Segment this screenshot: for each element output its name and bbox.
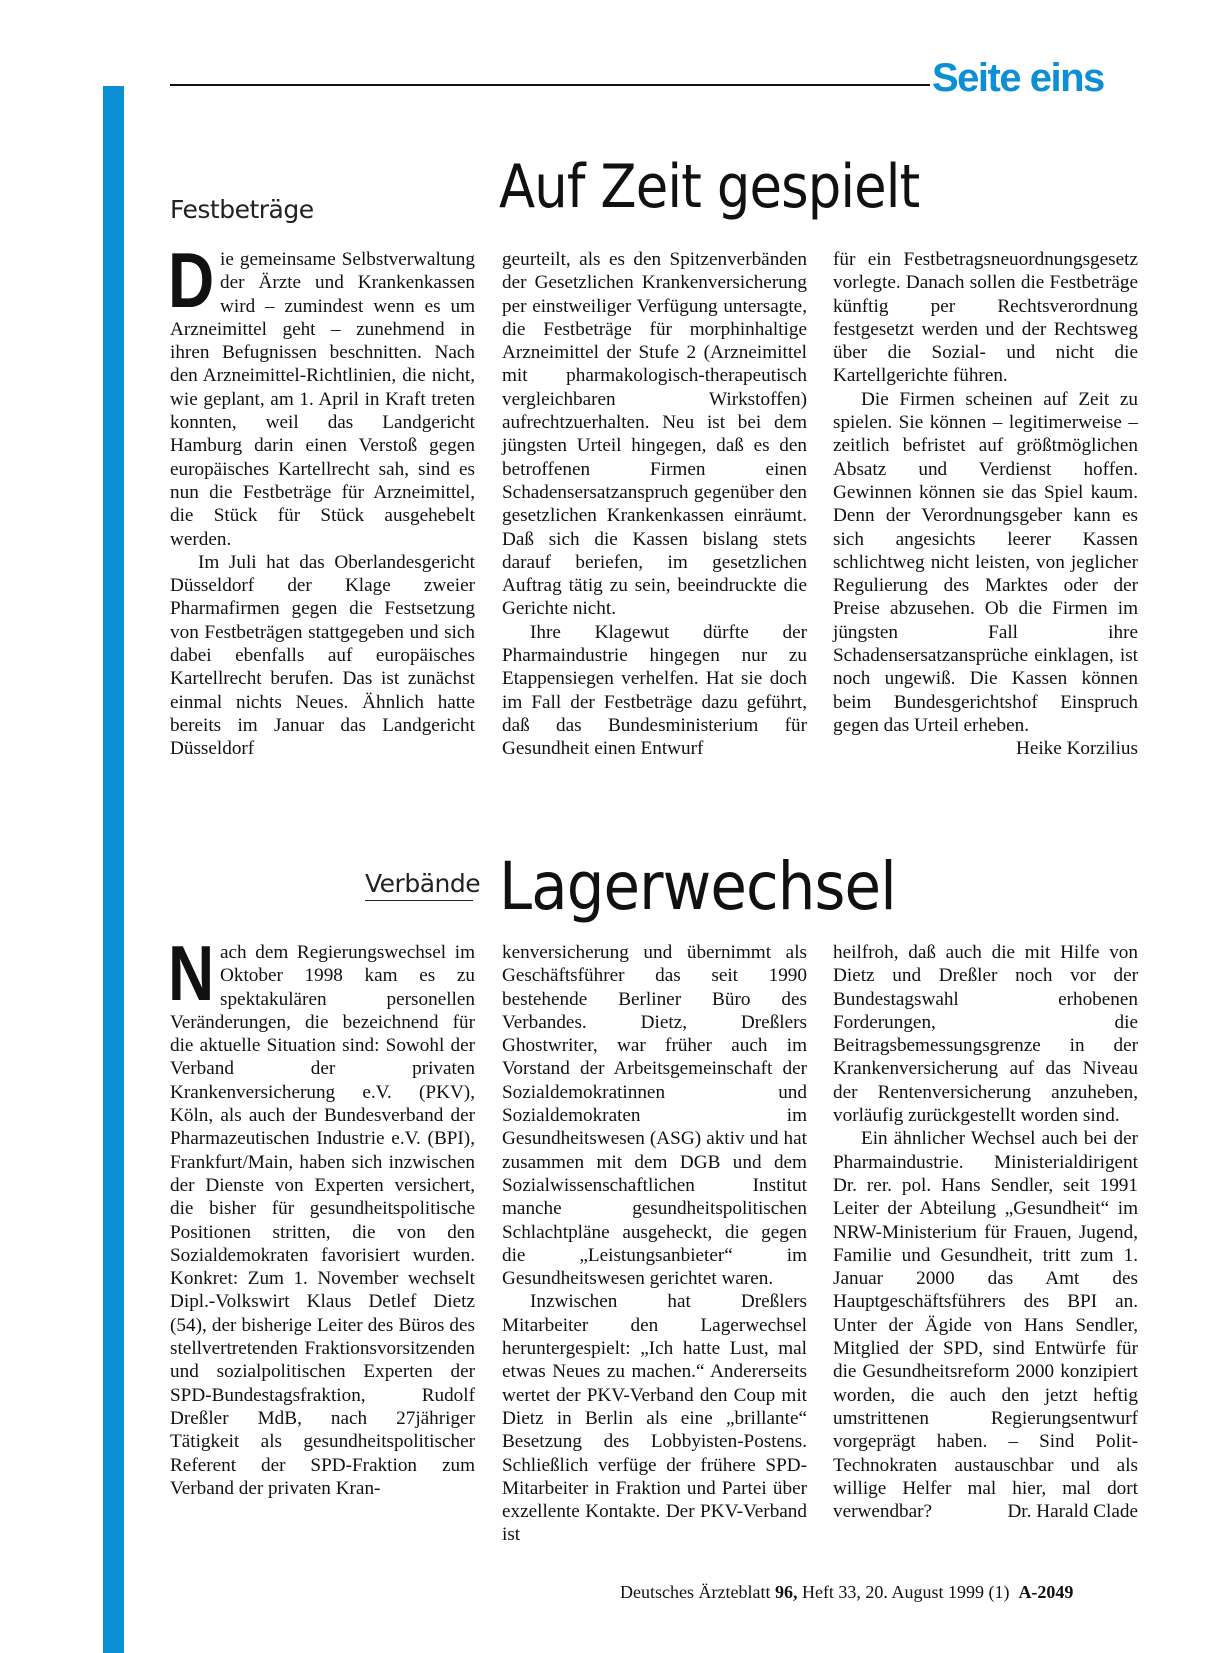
accent-bar bbox=[103, 86, 124, 1653]
article1-author: Heike Korzilius bbox=[1015, 738, 1138, 760]
article2-column-2 bbox=[502, 941, 807, 1547]
article1-column-1 bbox=[168, 236, 475, 761]
article2-paragraph: kenversicherung und übernimmt als Geschäftsführer das seit 1990 bestehende Berliner Büro des Verbandes. Dietz, Dreßlers Ghostwriter, war früher auch im Vorstand der Arbeitsgemeinschaft der Sozialdemokratinnen und Sozialdemokraten im Gesundheitswesen (ASG) aktiv und hat zusammen mit dem DGB und dem Sozialwissenschaftlichen Institut manche gesundheitspolitischen Schlachtpläne ausgeheckt, die gegen die „Leistungsanbieter“ im Gesundheitswesen gerichtet waren. bbox=[502, 942, 807, 1290]
article1-dropcap: D bbox=[168, 236, 215, 324]
article1-column-3 bbox=[833, 248, 1138, 761]
article2-paragraph bbox=[168, 929, 475, 1500]
article2-headline: Lagerwechsel bbox=[499, 848, 896, 925]
article2-paragraph-text: Ein ähnlicher Wechsel auch bei der Pharmaindustrie. Ministerialdirigent Dr. rer. pol. Hans Sendler, seit 1991 Leiter der Abteilung „Gesundheit“ im NRW-Ministerium für Frauen, Jugend, Familie und Gesundheit, tritt zum 1. Januar 2000 das Amt des Hauptgeschäftsführers des BPI an. Unter der Ägide von Hans Sendler, Mitglied der SPD, sind Entwürfe für die Gesundheitsreform 2000 konzipiert worden, die auch den jetzt heftig umstrittenen Regierungsentwurf vorgeprägt haben. – Sind Polit-Technokraten austauschbar und als willige Helfer mal hier, mal dort verwendbar? bbox=[833, 1128, 1138, 1523]
article2-paragraph bbox=[833, 1127, 1138, 1523]
article1-paragraph bbox=[168, 236, 475, 551]
article1-kicker: Festbeträge bbox=[170, 195, 314, 224]
footer-volume: 96, bbox=[774, 1582, 798, 1602]
header-rule bbox=[170, 84, 930, 86]
article2-author: Dr. Harald Clade bbox=[1007, 1501, 1138, 1523]
article2-paragraph: Inzwischen hat Dreßlers Mitarbeiter den Lagerwechsel heruntergespielt: „Ich hatte Lust, mal etwas Neues zu machen.“ Andererseits wertet der PKV-Verband den Coup mit Dietz in Berlin als eine „brillante“ Besetzung des Lobbyisten-Postens. Schließlich verfüge der frühere SPD-Mitarbeiter in Fraktion und Partei über exzellente Kontakte. Der PKV-Verband ist bbox=[502, 1291, 807, 1546]
footer-issue: Heft 33, 20. August 1999 (1) bbox=[801, 1582, 1010, 1602]
article1-paragraph: für ein Festbetragsneuordnungsgesetz vorlegte. Danach sollen die Festbeträge künftig per Rechtsverordnung festgesetzt werden und der Rechtsweg über die Sozial- und nicht die Kartellgerichte führen. bbox=[833, 249, 1138, 387]
article1-paragraph: Ihre Klagewut dürfte der Pharmaindustrie hingegen nur zu Etappensiegen verhelfen. Hat sie doch im Fall der Festbeträge dazu geführt, daß das Bundesministerium für Gesundheit einen Entwurf bbox=[502, 621, 807, 760]
footer-page-number: A-2049 bbox=[1018, 1582, 1074, 1602]
article1-paragraph bbox=[833, 388, 1138, 760]
article1-column-2 bbox=[502, 248, 807, 761]
article2-kicker: Verbände bbox=[365, 869, 473, 901]
article1-paragraph-text: Die Firmen scheinen auf Zeit zu spielen. Sie können – legitimerweise – zeitlich befristet auf größtmöglichen Absatz und Verdienst hoffen. Gewinnen können sie das Spiel kaum. Denn der Verordnungsgeber kann es sich angesichts leerer Kassen schlichtweg nicht leisten, von jeglicher Regulierung des Marktes oder der Preise abzusehen. Ob die Firmen im jüngsten Fall ihre Schadensersatzansprüche einklagen, ist noch ungewiß. Die Kassen können beim Bundesgerichtshof Einspruch gegen das Urteil erheben. bbox=[833, 388, 1138, 736]
article1-headline: Auf Zeit gespielt bbox=[499, 152, 920, 222]
article1-paragraph-text: ie gemeinsame Selbstverwaltung der Ärzte und Krankenkassen wird – zumindest wenn es um Arzneimittel geht – zunehmend in ihren Befugnissen beschnitten. Nach den Arzneimittel-Richtlinien, die nicht, wie geplant, am 1. April in Kraft treten konnten, weil das Landgericht Hamburg darin einen Verstoß gegen europäisches Kartellrecht sah, sind es nun die Festbeträge für Arzneimittel, die Stück für Stück ausgehebelt werden. bbox=[170, 249, 475, 550]
article2-column-1 bbox=[168, 929, 475, 1500]
article1-paragraph: geurteilt, als es den Spitzenverbänden der Gesetzlichen Krankenversicherung per einstweiliger Verfügung untersagte, die Festbeträge für morphinhaltige Arzneimittel der Stufe 2 (Arzneimittel mit pharmakologisch-therapeutisch vergleichbaren Wirkstoffen) aufrechtzuerhalten. Neu ist bei dem jüngsten Urteil hingegen, daß es den betroffenen Firmen einen Schadensersatzanspruch gegenüber den gesetzlichen Krankenkassen einräumt. Daß sich die Kassen bislang stets darauf beriefen, im gesetzlichen Auftrag tätig zu sein, beeindruckte die Gerichte nicht. bbox=[502, 249, 807, 620]
article2-paragraph: heilfroh, daß auch die mit Hilfe von Dietz und Dreßler noch vor der Bundestagswahl erhobenen Forderungen, die Beitragsbemessungsgrenze in der Krankenversicherung auf das Niveau der Rentenversicherung anzuheben, vorläufig zurückgestellt worden sind. bbox=[833, 942, 1138, 1127]
article2-dropcap: N bbox=[168, 929, 215, 1017]
article2-column-3 bbox=[833, 941, 1138, 1523]
section-title: Seite eins bbox=[932, 56, 1104, 100]
article2-paragraph-text: ach dem Regierungswechsel im Oktober 1998 kam es zu spektakulären personellen Veränderungen, die bezeichnend für die aktuelle Situation sind: Sowohl der Verband der privaten Krankenversicherung e.V. (PKV), Köln, als auch der Bundesverband der Pharmazeutischen Industrie e.V. (BPI), Frankfurt/Main, haben sich inzwischen der Dienste von Experten versichert, die bisher für gesundheitspolitische Positionen stritten, die von den Sozialdemokraten favorisiert wurden. Konkret: Zum 1. November wechselt Dipl.-Volkswirt Klaus Detlef Dietz (54), der bisherige Leiter des Büros des stellvertretenden Fraktionsvorsitzenden und sozialpolitischen Experten der SPD-Bundestagsfraktion, Rudolf Dreßler MdB, nach 27jähriger Tätigkeit als gesundheitspolitischer Referent der SPD-Fraktion zum Verband der privaten Kran- bbox=[170, 942, 475, 1499]
article1-paragraph: Im Juli hat das Oberlandesgericht Düsseldorf der Klage zweier Pharmafirmen gegen die Festsetzung von Festbeträgen stattgegeben und sich dabei ebenfalls auf europäisches Kartellrecht berufen. Das ist zunächst einmal nichts Neues. Ähnlich hatte bereits im Januar das Landgericht Düsseldorf bbox=[170, 551, 475, 760]
page-footer bbox=[620, 1582, 1073, 1603]
footer-publication: Deutsches Ärzteblatt bbox=[620, 1582, 771, 1602]
